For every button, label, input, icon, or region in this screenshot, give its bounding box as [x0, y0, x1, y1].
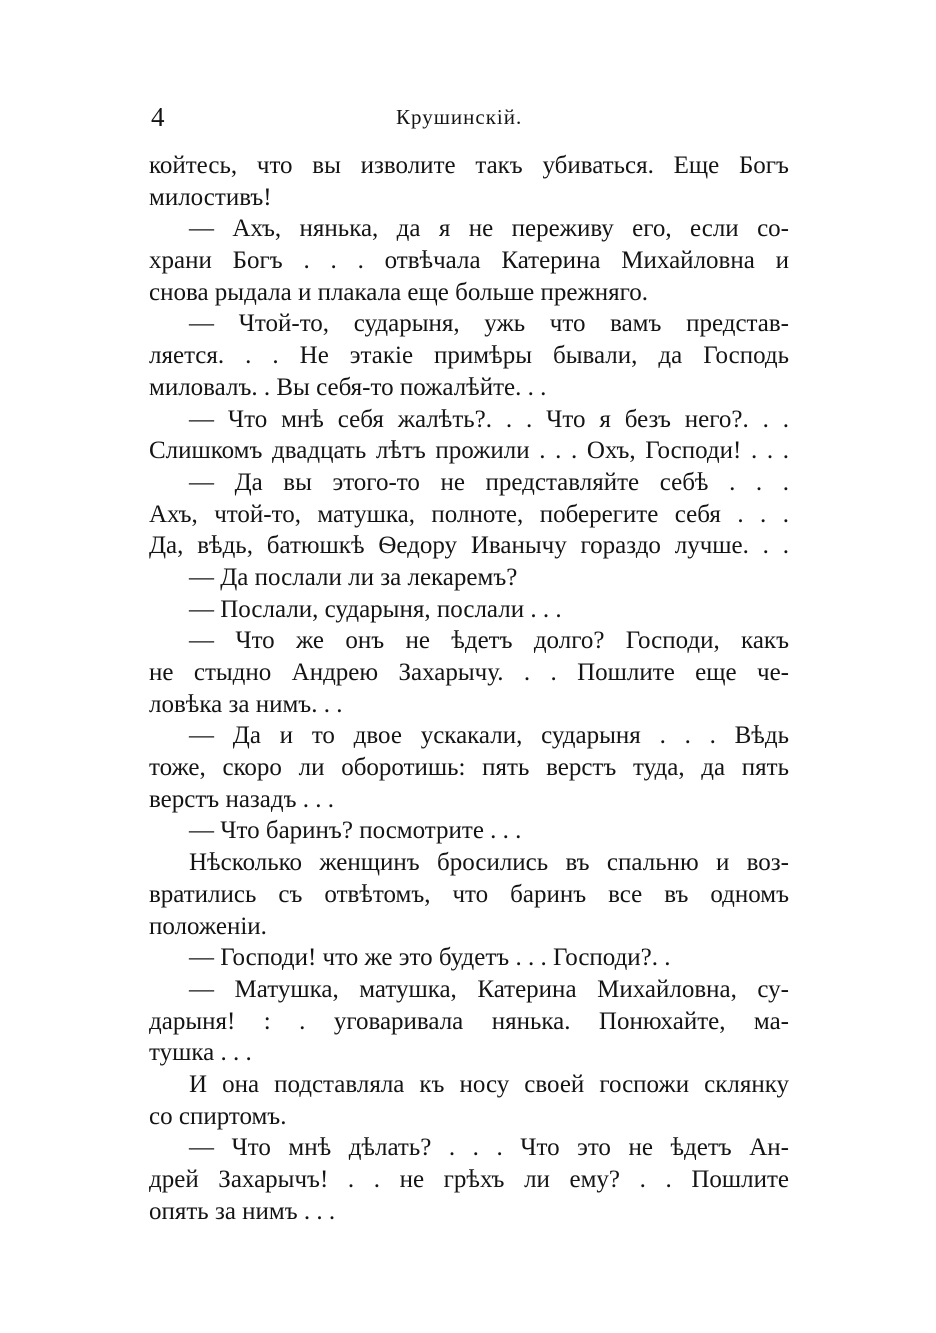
paragraph: [149, 404, 789, 467]
text-line: — Что мнѣ себя жалѣть?. . . Что я безъ него?. . .: [189, 405, 789, 433]
text-line: — Что же онъ не ѣдетъ долго? Господи, какъ: [189, 627, 789, 655]
paragraph: [149, 213, 789, 308]
text-line: снова рыдала и плакала еще больше прежняго.: [149, 278, 648, 306]
paragraph: [149, 720, 789, 815]
paragraph: [149, 594, 789, 626]
paragraph: [149, 150, 789, 213]
text-line: — Что баринъ? посмотрите . . .: [189, 817, 522, 845]
text-line: Ахъ, чтой-то, матушка, полноте, поберегите себя . . .: [149, 500, 789, 528]
paragraph: [149, 1132, 789, 1227]
text-line: опять за нимъ . . .: [149, 1197, 336, 1225]
body-text: [149, 150, 789, 1227]
text-line: ловѣка за нимъ. . .: [149, 690, 343, 718]
page-number: 4: [151, 102, 165, 132]
text-line: — Матушка, матушка, Катерина Михайловна, су-: [189, 975, 789, 1003]
text-line: тушка . . .: [149, 1039, 252, 1067]
paragraph: [149, 625, 789, 720]
text-line: Да, вѣдь, батюшкѣ Ѳедору Иванычу гораздо лучше. . .: [149, 532, 789, 560]
paragraph: [149, 562, 789, 594]
text-line: вратились съ отвѣтомъ, что баринъ все въ одномъ: [149, 880, 789, 908]
text-line: дрей Захарычъ! . . не грѣхъ ли ему? . . Пошлите: [149, 1166, 789, 1193]
text-line: И она подставляла къ носу своей госпожи склянку: [189, 1070, 789, 1098]
text-line: — Господи! что же это будетъ . . . Господи?. .: [189, 944, 671, 972]
text-line: Нѣсколько женщинъ бросились въ спальню и воз-: [189, 849, 789, 877]
text-line: — Да вы этого-то не представляйте себѣ . . .: [189, 468, 789, 496]
text-line: тоже, скоро ли оборотишь: пять верстъ туда, да пять: [149, 754, 789, 782]
paragraph: [149, 1069, 789, 1132]
text-line: положеніи.: [149, 912, 267, 940]
text-line: — Ахъ, нянька, да я не переживу его, если со-: [189, 215, 789, 243]
paragraph: [149, 942, 789, 974]
text-line: дарыня! : . уговаривала нянька. Понюхайте, ма-: [149, 1007, 789, 1035]
text-line: со спиртомъ.: [149, 1102, 287, 1130]
text-line: — Да и то двое ускакали, сударыня . . . Вѣдь: [189, 722, 789, 750]
text-line: — Да послали ли за лекаремъ?: [189, 563, 518, 591]
paragraph: [149, 847, 789, 942]
text-line: верстъ назадъ . . .: [149, 785, 335, 813]
text-line: не стыдно Андрею Захарычу. . . Пошлите еще че-: [149, 659, 789, 686]
text-line: храни Богъ . . . отвѣчала Катерина Михайловна и: [149, 247, 789, 275]
paragraph: [149, 308, 789, 403]
text-line: миловалъ. . Вы себя-то пожалѣйте. . .: [149, 373, 547, 401]
text-line: койтесь, что вы изволите такъ убиваться. Еще Богъ: [149, 152, 789, 179]
paragraph: [149, 974, 789, 1069]
running-head: Крушинскій.: [396, 105, 523, 129]
text-line: — Чтой-то, сударыня, ужь что вамъ представ-: [189, 310, 789, 338]
text-line: Слишкомъ двадцать лѣтъ прожили . . . Охъ, Господи! . . .: [149, 437, 789, 465]
text-line: ляется. . . Не этакіе примѣры бывали, да Господь: [149, 342, 789, 370]
text-line: милостивъ!: [149, 183, 272, 211]
paragraph: [149, 815, 789, 847]
text-line: — Что мнѣ дѣлать? . . . Что это не ѣдетъ Ан-: [189, 1134, 789, 1162]
text-line: — Послали, сударыня, послали . . .: [189, 595, 562, 623]
paragraph: [149, 467, 789, 562]
